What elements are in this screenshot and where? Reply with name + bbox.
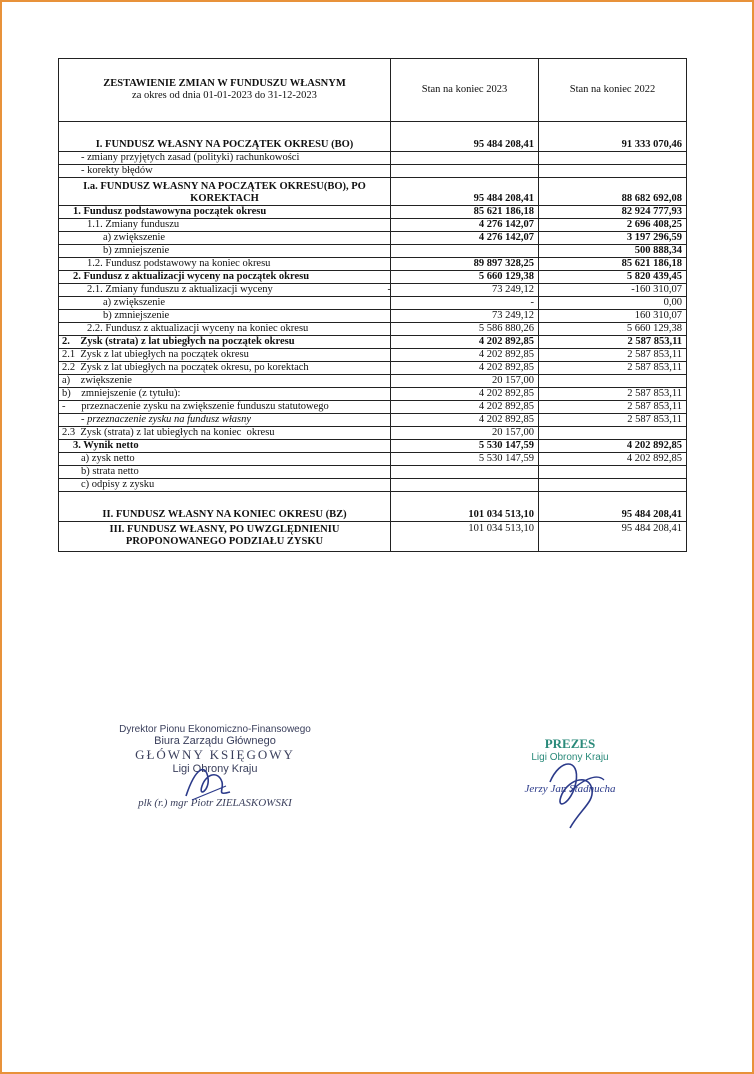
stamp-title: PREZES	[544, 736, 596, 751]
row-value-2023: 5 530 147,59	[391, 453, 539, 466]
table-row	[59, 492, 687, 522]
row-value-2022: 82 924 777,93	[539, 206, 687, 219]
row-value-2022: -160 310,07	[539, 284, 687, 297]
row-value-2022: 2 587 853,11	[539, 336, 687, 349]
row-value-2022	[539, 165, 687, 178]
row-value-2022: 2 587 853,11	[539, 349, 687, 362]
row-label-line1: I.a. FUNDUSZ WŁASNY NA POCZĄTEK OKRESU(BO), PO	[83, 181, 366, 192]
row-value-2023: 5 586 880,26	[391, 323, 539, 336]
table-row	[59, 479, 687, 492]
row-label: b) strata netto	[59, 466, 391, 479]
header-title-cell	[59, 59, 391, 122]
table-row	[59, 349, 687, 362]
row-value-2022: 95 484 208,41	[539, 492, 687, 522]
row-value-2023	[391, 165, 539, 178]
table-row	[59, 310, 687, 323]
stamp-line-role: GŁÓWNY KSIĘGOWY	[135, 747, 295, 762]
table-header-row	[59, 59, 687, 122]
table-row	[59, 323, 687, 336]
row-label-line2: KOREKTACH	[190, 193, 259, 204]
row-value-2023	[391, 152, 539, 165]
row-value-2022: 4 202 892,85	[539, 440, 687, 453]
row-value-2023: -	[391, 297, 539, 310]
table-row	[59, 297, 687, 310]
row-value-2022: 3 197 296,59	[539, 232, 687, 245]
row-label: - korekty błędów	[59, 165, 391, 178]
row-value-2023: 95 484 208,41	[391, 122, 539, 152]
row-value-2022: 5 660 129,38	[539, 323, 687, 336]
row-value-2022: 2 587 853,11	[539, 362, 687, 375]
statement-period: za okres od dnia 01-01-2023 do 31-12-2023	[132, 90, 317, 101]
table-row	[59, 362, 687, 375]
row-value-2023: 89 897 328,25	[391, 258, 539, 271]
row-value-2023: 4 202 892,85	[391, 401, 539, 414]
row-value-2023: 4 202 892,85	[391, 336, 539, 349]
table-row	[59, 122, 687, 152]
stamp-line-office: Biura Zarządu Głównego	[154, 735, 276, 747]
row-label: b) zmniejszenie	[59, 245, 391, 258]
row-value-2023	[391, 466, 539, 479]
row-value-2022: 85 621 186,18	[539, 258, 687, 271]
row-value-2022: 2 587 853,11	[539, 401, 687, 414]
row-label: 2. Zysk (strata) z lat ubiegłych na początek okresu	[59, 336, 391, 349]
table-row	[59, 401, 687, 414]
row-value-2022	[539, 466, 687, 479]
row-value-2023: 85 621 186,18	[391, 206, 539, 219]
table-row	[59, 232, 687, 245]
row-label-line1: III. FUNDUSZ WŁASNY, PO UWZGLĘDNIENIU	[109, 524, 340, 535]
table-row	[59, 440, 687, 453]
row-label: 1.1. Zmiany funduszu	[59, 219, 391, 232]
row-label: a) zwiększenie	[59, 375, 391, 388]
table-row	[59, 245, 687, 258]
row-label	[59, 284, 391, 297]
row-value-2022: 160 310,07	[539, 310, 687, 323]
row-value-2023: 4 276 142,07	[391, 219, 539, 232]
statement-title: ZESTAWIENIE ZMIAN W FUNDUSZU WŁASNYM	[103, 78, 346, 89]
row-value-2023: 4 276 142,07	[391, 232, 539, 245]
row-label: - przeznaczenie zysku na zwiększenie funduszu statutowego	[59, 401, 391, 414]
row-label: 3. Wynik netto	[59, 440, 391, 453]
table-row	[59, 165, 687, 178]
row-label	[59, 522, 391, 552]
row-value-2022: 2 696 408,25	[539, 219, 687, 232]
row-value-2023: 4 202 892,85	[391, 349, 539, 362]
row-label: c) odpisy z zysku	[59, 479, 391, 492]
table-row	[59, 427, 687, 440]
row-label: 2.2. Fundusz z aktualizacji wyceny na koniec okresu	[59, 323, 391, 336]
row-label: - zmiany przyjętych zasad (polityki) rachunkowości	[59, 152, 391, 165]
row-dash-marker: -	[387, 284, 391, 295]
row-value-2022: 88 682 692,08	[539, 178, 687, 206]
row-value-2022: 4 202 892,85	[539, 453, 687, 466]
row-value-2023: 101 034 513,10	[391, 492, 539, 522]
row-label: 1. Fundusz podstawowyna początek okresu	[59, 206, 391, 219]
row-value-2023: 101 034 513,10	[391, 522, 539, 552]
row-value-2023	[391, 245, 539, 258]
row-value-2022: 0,00	[539, 297, 687, 310]
row-value-2023: 4 202 892,85	[391, 362, 539, 375]
row-label: a) zwiększenie	[59, 232, 391, 245]
table-row	[59, 219, 687, 232]
row-value-2022: 500 888,34	[539, 245, 687, 258]
table-row	[59, 414, 687, 427]
row-label: 1.2. Fundusz podstawowy na koniec okresu	[59, 258, 391, 271]
table-row	[59, 466, 687, 479]
table-row	[59, 284, 687, 297]
table-row	[59, 375, 687, 388]
column-header-2022: Stan na koniec 2022	[539, 59, 687, 122]
stamp-line-organization: Ligi Obrony Kraju	[172, 763, 258, 775]
stamp-organization: Ligi Obrony Kraju	[531, 752, 609, 763]
column-header-2023: Stan na koniec 2023	[391, 59, 539, 122]
row-value-2023: 4 202 892,85	[391, 388, 539, 401]
row-value-2022: 95 484 208,41	[539, 522, 687, 552]
stamp-line-name: plk (r.) mgr Piotr ZIELASKOWSKI	[138, 797, 292, 809]
table-row	[59, 152, 687, 165]
row-label: b) zmniejszenie (z tytułu):	[59, 388, 391, 401]
table-row	[59, 258, 687, 271]
row-label: I. FUNDUSZ WŁASNY NA POCZĄTEK OKRESU (BO)	[59, 122, 391, 152]
row-label	[59, 178, 391, 206]
row-label: - przeznaczenie zysku na fundusz własny	[59, 414, 391, 427]
row-value-2023: 73 249,12	[391, 284, 539, 297]
row-label: 2.3 Zysk (strata) z lat ubiegłych na koniec okresu	[59, 427, 391, 440]
row-value-2023: 95 484 208,41	[391, 178, 539, 206]
row-value-2022	[539, 375, 687, 388]
row-label: a) zysk netto	[59, 453, 391, 466]
table-row	[59, 522, 687, 552]
equity-table	[58, 58, 687, 552]
table-row	[59, 453, 687, 466]
row-label: II. FUNDUSZ WŁASNY NA KONIEC OKRESU (BZ)	[59, 492, 391, 522]
handwritten-signature-right	[540, 752, 610, 832]
row-label: b) zmniejszenie	[59, 310, 391, 323]
equity-statement	[58, 58, 686, 552]
row-value-2023: 20 157,00	[391, 427, 539, 440]
row-label: 2.1 Zysk z lat ubiegłych na początek okresu	[59, 349, 391, 362]
row-label: 2. Fundusz z aktualizacji wyceny na początek okresu	[59, 271, 391, 284]
row-value-2023: 5 530 147,59	[391, 440, 539, 453]
row-label: a) zwiększenie	[59, 297, 391, 310]
table-row	[59, 206, 687, 219]
row-value-2023: 20 157,00	[391, 375, 539, 388]
row-value-2022	[539, 479, 687, 492]
row-value-2022: 5 820 439,45	[539, 271, 687, 284]
row-value-2023: 5 660 129,38	[391, 271, 539, 284]
table-row	[59, 178, 687, 206]
row-value-2023: 73 249,12	[391, 310, 539, 323]
handwritten-signature-left	[178, 756, 238, 806]
row-value-2022	[539, 427, 687, 440]
stamp-name: Jerzy Jan Stadnucha	[524, 783, 616, 795]
row-value-2022: 2 587 853,11	[539, 414, 687, 427]
row-value-2023	[391, 479, 539, 492]
row-value-2022: 91 333 070,46	[539, 122, 687, 152]
row-label-line2: PROPONOWANEGO PODZIAŁU ZYSKU	[125, 536, 324, 547]
table-row	[59, 336, 687, 349]
table-row	[59, 388, 687, 401]
table-row	[59, 271, 687, 284]
row-value-2023: 4 202 892,85	[391, 414, 539, 427]
stamp-line-position: Dyrektor Pionu Ekonomiczno-Finansowego	[119, 724, 311, 735]
row-value-2022: 2 587 853,11	[539, 388, 687, 401]
row-label: 2.2 Zysk z lat ubiegłych na początek okresu, po korektach	[59, 362, 391, 375]
row-value-2022	[539, 152, 687, 165]
row-label-text: 2.1. Zmiany funduszu z aktualizacji wyceny	[87, 284, 273, 295]
